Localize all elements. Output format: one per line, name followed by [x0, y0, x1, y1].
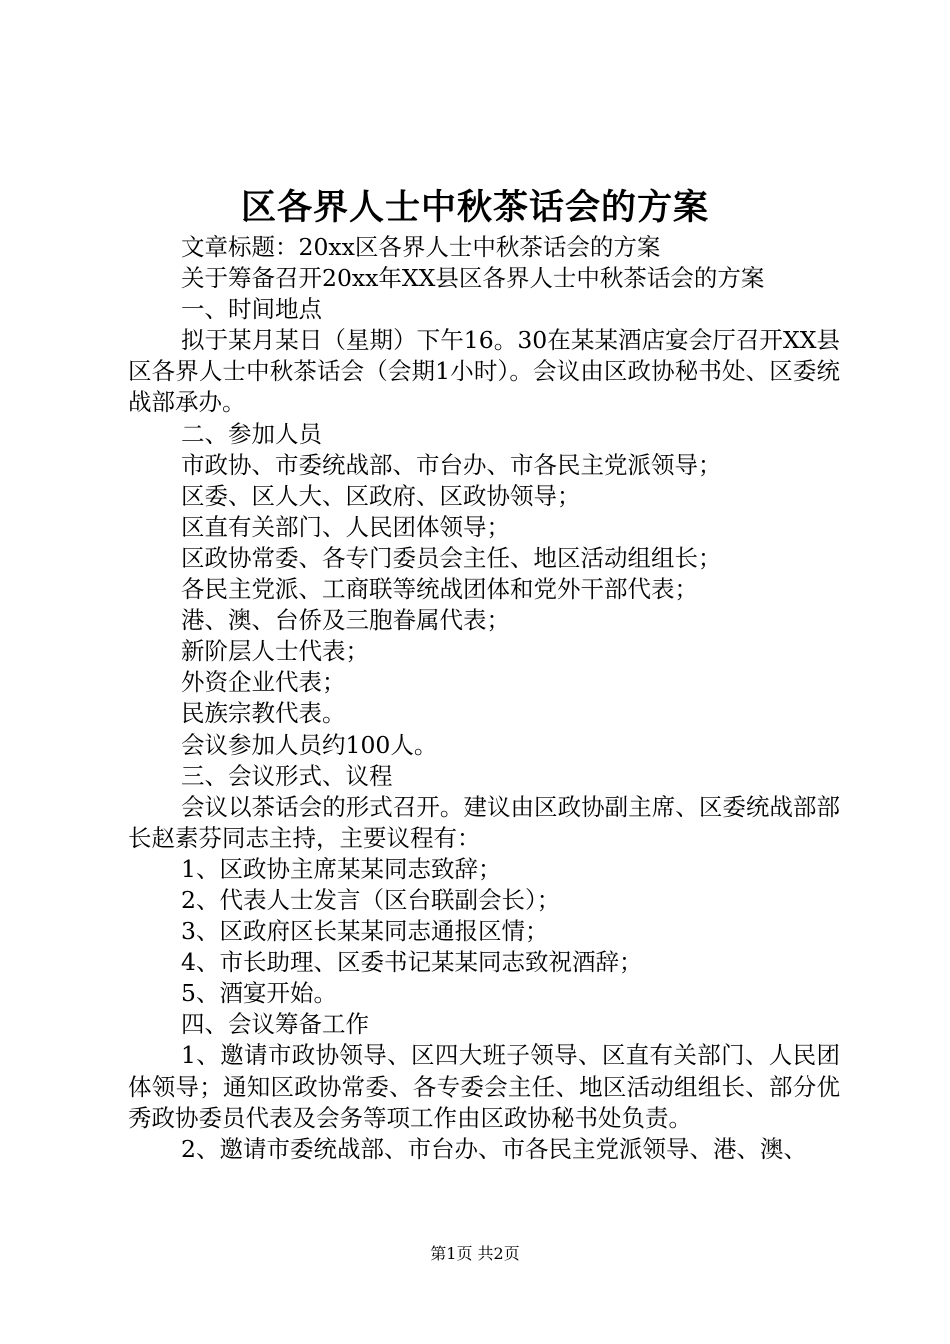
list-item: 民族宗教代表。 [181, 699, 346, 728]
list-item: 3、区政府区长某某同志通报区情； [181, 917, 549, 946]
paragraph: 会议参加人员约100人。 [181, 730, 438, 759]
paragraph: 文章标题：20xx区各界人士中秋茶话会的方案 [181, 233, 661, 261]
list-item: 4、市长助理、区委书记某某同志致祝酒辞； [181, 948, 643, 977]
list-item: 市政协、市委统战部、市台办、市各民主党派领导； [181, 450, 722, 479]
section-heading: 四、会议筹备工作 [181, 1010, 369, 1039]
section-heading: 三、会议形式、议程 [181, 761, 393, 790]
list-item: 区政协常委、各专门委员会主任、地区活动组组长； [181, 543, 722, 572]
section-heading: 二、参加人员 [181, 419, 322, 448]
list-item: 新阶层人士代表； [181, 637, 369, 666]
document-title: 区各界人士中秋茶话会的方案 [240, 187, 709, 228]
list-item: 外资企业代表； [181, 668, 346, 697]
paragraph: 1、邀请市政协领导、区四大班子领导、区直有关部门、人民团体领导；通知区政协常委、各专委会主任、地区活动组组长、部分优秀政协委员代表及会务等项工作由区政协秘书处负责。 [128, 1041, 840, 1132]
list-item: 5、酒宴开始。 [181, 979, 337, 1008]
list-item: 区委、区人大、区政府、区政协领导； [181, 481, 581, 510]
list-item: 1、区政协主席某某同志致辞； [181, 854, 502, 883]
list-item: 区直有关部门、人民团体领导； [181, 512, 510, 541]
paragraph: 2、邀请市委统战部、市台办、市各民主党派领导、港、澳、 [181, 1134, 807, 1163]
paragraph: 关于筹备召开20xx年XX县区各界人士中秋茶话会的方案 [181, 264, 765, 293]
list-item: 2、代表人士发言（区台联副会长）； [181, 885, 561, 914]
section-heading: 一、时间地点 [181, 295, 322, 324]
page-footer: 第1页 共2页 [430, 1244, 520, 1263]
paragraph: 会议以茶话会的形式召开。建议由区政协副主席、区委统战部部长赵素芬同志主持，主要议程有： [128, 792, 840, 852]
document-body [128, 232, 840, 1165]
list-item: 各民主党派、工商联等统战团体和党外干部代表； [181, 575, 698, 604]
list-item: 港、澳、台侨及三胞眷属代表； [181, 606, 510, 635]
paragraph: 拟于某月某日（星期）下午16。30在某某酒店宴会厅召开XX县区各界人士中秋茶话会（会期1小时）。会议由区政协秘书处、区委统战部承办。 [128, 326, 840, 417]
